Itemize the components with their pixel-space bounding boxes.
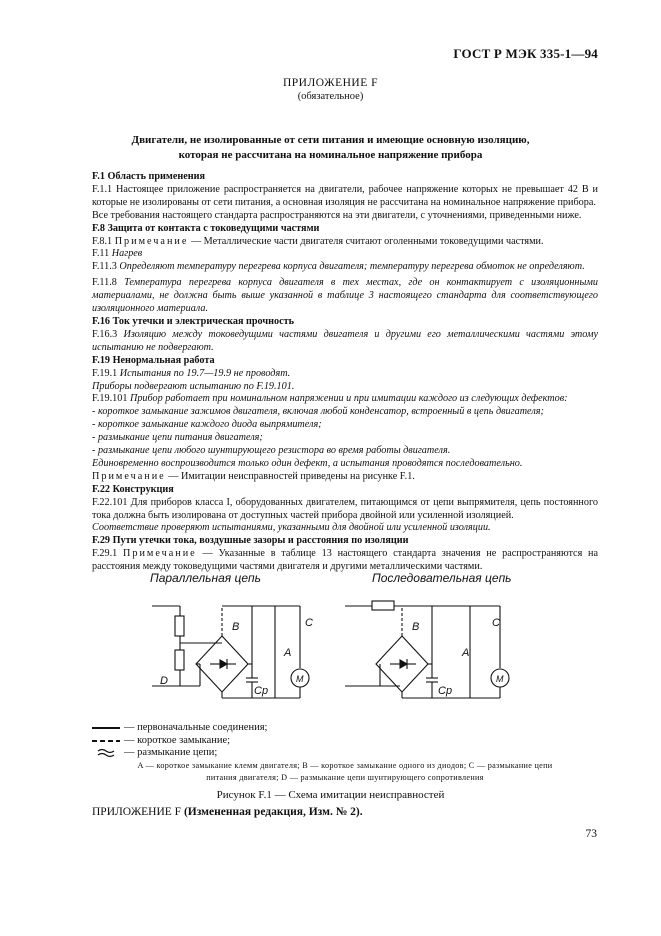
label-d-left: D [160,675,168,687]
clause-number: F.29.1 [92,548,118,560]
main-title-line1: Двигатели, не изолированные от сети питания и имеющие основную изоляцию, [131,134,530,146]
paragraph-f118 [92,277,598,316]
main-title [0,133,661,163]
section-f19-heading: F.19 Ненормальная работа [92,354,215,366]
list-item: - короткое замыкание зажимов двигателя, включая любой конденсатор, встроенный в цепь двигателя; [92,406,544,418]
note-text: — Имитации неисправностей приведены на рисунке F.1. [168,470,415,482]
paragraph-f113 [92,261,598,274]
clause-text: Определяют температуру перегрева корпуса двигателя; температуру перегрева обмоток не определяют. [119,261,585,273]
clause-number: F.8.1 [92,235,113,247]
paragraph-f81 [92,236,598,249]
legend-label: — размыкание цепи; [124,747,218,758]
figure-legend-line1: A — короткое замыкание клемм двигателя; B — короткое замыкание одного из диодов; C — размыкание цепи [137,761,553,770]
label-b-left: B [232,621,240,633]
legend-label: — первоначальные соединения; [124,722,268,733]
revision-note-label: ПРИЛОЖЕНИЕ F [92,806,182,818]
paragraph-f11: F.1.1 Настоящее приложение распространяется на двигатели, рабочее напряжение которых не превышает 42 В и которые не изолированы от сети питания, а основная изоляция не рассчитана на номинальное напряжение прибора. [92,183,598,208]
right-circuit-title: Последовательная цепь [372,571,512,585]
paragraph-f22101 [92,497,598,523]
clause-text: — Металлические части двигателя считают оголенными токоведущими частями. [190,235,544,247]
clause-number: F.19.1 [92,367,118,379]
paragraph-f19101 [92,393,598,406]
list-item: - размыкание цепи любого шунтирующего резистора во время работы двигателя. [92,445,451,457]
legend-label: — короткое замыкание; [124,734,231,746]
clause-number: F.11.3 [92,261,117,273]
right-circuit [345,601,509,698]
clause-text: Температура перегрева корпуса двигателя в тех местах, где он контактирует с изоляционными материалами, не должна быть выше указанной в таблице 3 настоящего стандарта для соответствующего изоляционного материала. [92,277,598,315]
paragraph-f191c: Приборы подвергают испытанию по F.19.101. [92,380,295,392]
label-a-left: A [284,647,292,659]
label-cp-right: Cр [438,685,453,697]
section-f1-heading: F.1 Область применения [92,171,206,182]
paragraph-f11-heating [92,248,598,261]
list-item: - короткое замыкание каждого диода выпрямителя; [92,419,322,431]
diagram-legend [92,722,267,760]
legend-row [92,747,267,760]
clause-number: F.16.3 [92,328,118,340]
list-item: Единовременно воспроизводится только один дефект, а испытания проводятся последовательно. [92,457,523,469]
figure-legend-text [92,760,598,784]
note-paragraph [92,471,598,484]
section-f16-heading: F.16 Ток утечки и электрическая прочность [92,315,294,327]
standard-header: ГОСТ Р МЭК 335-1—94 [453,46,598,61]
solid-line-icon [92,724,120,732]
figure-legend-line2: питания двигателя; D — размыкание цепи шунтирующего сопротивления [206,773,484,782]
note-label: Примечание [92,470,166,482]
clause-number: F.19.101 [92,393,128,405]
clause-number: F.11.8 [92,277,117,289]
section-f29-heading: F.29 Пути утечки тока, воздушные зазоры и расстояния по изоляции [92,535,409,547]
list-item: - размыкание цепи питания двигателя; [92,432,263,444]
page-number: 73 [585,828,597,840]
section-f22-heading: F.22 Конструкция [92,483,174,495]
clause-number: F.11 [92,248,110,260]
label-c-left: C [305,617,313,629]
clause-text: Испытания по 19.7—19.9 не проводят. [119,367,291,379]
label-cp-left: Cр [254,685,269,697]
clause-text: Нагрев [111,248,143,260]
clause-text: Изоляцию между токоведущими частями двигателя и другими его металлическими частями этому испытанию не подвергают. [92,328,599,353]
dashed-line-icon [92,737,120,745]
paragraph-f22101c: Соответствие проверяют испытаниями, указанными для двойной или усиленной изоляции. [92,522,491,534]
label-b-right: B [412,621,420,633]
body-text [92,171,598,574]
paragraph-f163 [92,329,598,355]
paragraph-f191 [92,368,598,381]
label-m-right: M [496,674,504,684]
paragraph-f11b: Все требования настоящего стандарта распространяются на эти двигатели, с уточнениями, приведенными ниже. [92,209,582,221]
legend-row [92,722,267,735]
label-a-right: A [462,647,470,659]
left-circuit-title: Параллельная цепь [150,571,261,585]
clause-number: F.22.101 [92,496,128,508]
note-label: Примечание [114,235,189,247]
label-c-right: C [492,617,500,629]
clause-text: Для приборов класса I, оборудованных двигателем, питающимся от цепи выпрямителя, цепь постоянного тока должна быть изолирована от доступных частей прибора двойной или усиленной изоляцией. [92,496,598,521]
figure-caption: Рисунок F.1 — Схема имитации неисправностей [216,789,445,801]
legend-row [92,735,267,748]
main-title-line2: которая не рассчитана на номинальное напряжение прибора [178,149,483,161]
note-label: Примечание [123,548,197,560]
clause-text: — Указанные в таблице 13 настоящего стандарта значения не распространяются на расстояния между токоведущими частями двигателя и другими металлическими частями. [92,548,599,573]
section-f8-heading: F.8 Защита от контакта с токоведущими частями [92,222,320,234]
revision-note [92,806,363,818]
revision-note-text: (Измененная редакция, Изм. № 2). [183,806,363,818]
clause-text: Прибор работает при номинальном напряжении и при имитации каждого из следующих дефектов: [129,393,568,405]
appendix-title: ПРИЛОЖЕНИЕ F [282,77,379,89]
label-m-left: M [296,674,304,684]
fault-simulation-diagram [140,568,540,718]
break-symbol-icon [92,748,120,758]
appendix-subtitle: (обязательное) [297,91,364,102]
